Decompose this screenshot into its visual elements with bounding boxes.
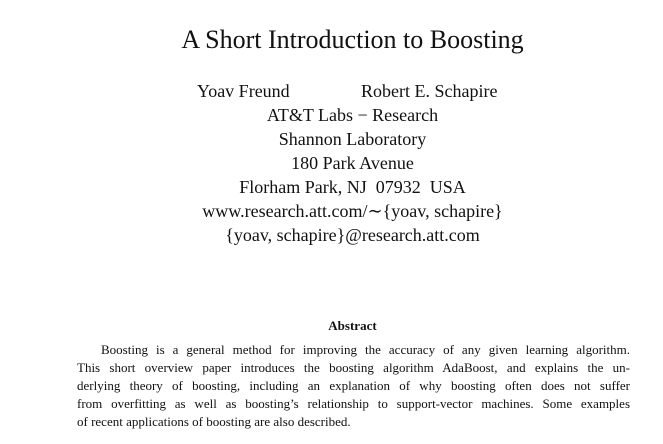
affiliation-website: www.research.att.com/∼{yoav, schapire} [202,201,503,221]
abstract-line: of recent applications of boosting are also described. [77,414,351,429]
author-name: Yoav Freund [197,81,290,101]
affiliation-email: {yoav, schapire}@research.att.com [225,225,480,245]
affiliation-street: 180 Park Avenue [291,153,414,173]
abstract-heading: Abstract [328,318,377,333]
abstract-line: from overfitting as well as boosting’s relationship to support-vector machines. Some examples [77,396,630,411]
abstract-line: This short overview paper introduces the boosting algorithm AdaBoost, and explains the un- [77,360,630,375]
author-list [197,80,517,102]
affiliation-city: Florham Park, NJ 07932 USA [239,177,466,197]
affiliation-organization: AT&T Labs − Research [266,105,439,125]
affiliation-laboratory: Shannon Laboratory [278,129,427,149]
abstract-line: Boosting is a general method for improving the accuracy of any given learning algorithm. [101,342,630,357]
paper-title: A Short Introduction to Boosting [181,25,524,54]
author-name: Robert E. Schapire [361,81,498,101]
abstract-body [77,341,630,431]
abstract-line: derlying theory of boosting, including an explanation of why boosting often does not suffer [77,378,630,393]
